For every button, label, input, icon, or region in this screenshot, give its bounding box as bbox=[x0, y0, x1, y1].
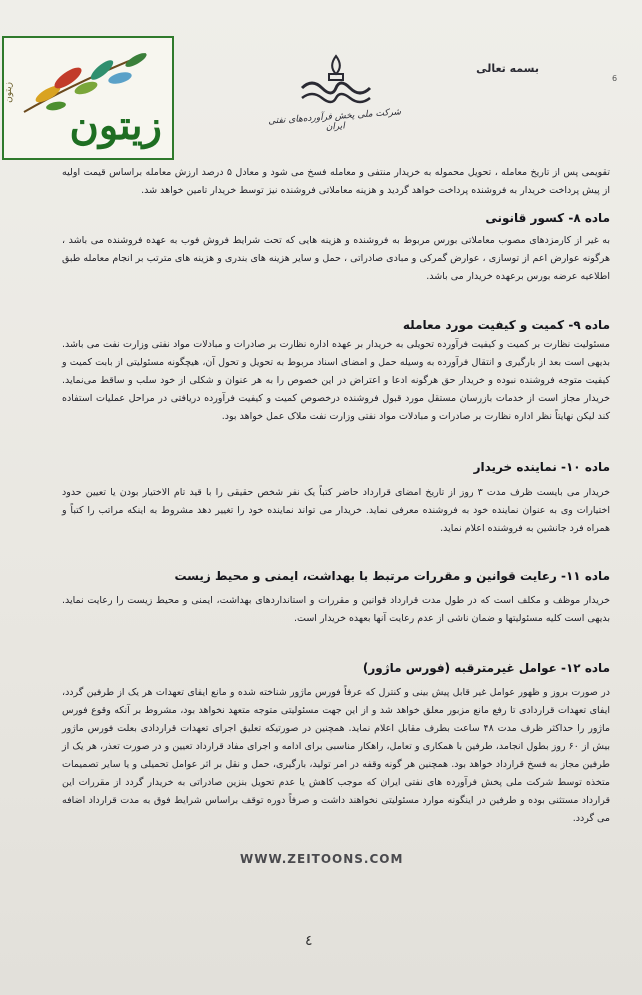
logo-wordmark: زیتون bbox=[69, 102, 162, 149]
zeitoons-logo bbox=[2, 36, 174, 160]
section-10-heading: ماده ۱۰- نماینده خریدار bbox=[473, 460, 610, 474]
basmala-heading: بسمه تعالی bbox=[476, 62, 539, 75]
section-8-body: به غیر از کارمزدهای مصوب معاملاتی بورس مربوط به فروشنده و هزینه هایی که تحت شرایط فروش فوب به عهده فروشنده می باشد ، هرگونه عوارض اعم از توسازی ، عوارض گمرکی و مبادی صادراتی ، حمل و سایر هزینه های بندری و هزینه های مترتب بر انجام معامله طبق اطلاعیه عرضه بورس برعهده خریدار می باشد. bbox=[62, 235, 610, 282]
section-8-heading: ماده ۸- کسور قانونی bbox=[485, 211, 610, 225]
company-name: شرکت ملی پخش فرآورده‌های نفتی ایران bbox=[267, 107, 402, 133]
corner-mark: 6 bbox=[612, 74, 618, 83]
section-9-heading: ماده ۹- کمیت و کیفیت مورد معامله bbox=[402, 318, 610, 332]
section-10-body: خریدار می بایست ظرف مدت ۳ روز از تاریخ امضای قرارداد حاضر کتباً یک نفر شخص حقیقی را با قید تام الاختیار بودن یا تعیین حدود اختیارات وی به عنوان نماینده خود به فروشنده معرفی نماید. خریدار می تواند نماینده خود را تغییر دهد مشروط به اینکه مراتب را کتباً و همراه فرد جانشین به فروشنده اعلام نماید. bbox=[62, 487, 610, 534]
section-11-heading: ماده ۱۱- رعایت قوانین و مقررات مرتبط با بهداشت، ایمنی و محیط زیست bbox=[174, 569, 610, 583]
section-12-body: در صورت بروز و ظهور عوامل غیر قابل پیش بینی و کنترل که عرفاً فورس ماژور شناخته شده و مانع ایفای تعهدات هر یک از طرفین گردد، ایفای تعهدات قراردادی تا رفع مانع مزبور معلق خواهد شد و از این جهت مسئولیتی متوجه متعهد نخواهد بود، مشروط بر آنکه وقوع فورس ماژور را حداکثر ظرف مدت ۴۸ ساعت بطرف مقابل اعلام نماید. همچنین در صورتیکه تعلیق اجرای تعهدات قراردادی بعلت فورس ماژور بیش از ۶۰ روز بطول انجامد، طرفین با همکاری و تعامل، راهکار مناسبی برای ادامه و اجرای مفاد قرارداد تعیین و در صورت تعذر، هر یک از طرفین مجاز به فسخ قرارداد خواهد بود. همچنین هر گونه وقفه در امر تولید، بارگیری، حمل و نقل بر اثر عوامل تحمیلی و یا سایر تصمیمات متخذه توسط شرکت ملی پخش فرآورده های نفتی ایران که موجب کاهش یا عدم تحویل بنزین صادراتی به خریدار گردد از مقررات این قرارداد مستثنی بوده و طرفین در اینگونه موارد مسئولیتی نخواهند داشت و صرفاً دوره توقف براساس شرایط فوق به مدت قرارداد اضافه می گردد. bbox=[62, 687, 611, 824]
nioc-emblem-icon bbox=[296, 54, 376, 106]
section-9-body: مسئولیت نظارت بر کمیت و کیفیت فرآورده تحویلی به خریدار بر عهده اداره نظارت بر صادرات و مبادلات مواد نفتی وزارت نفت می باشد. بدیهی است بعد از بارگیری و انتقال فرآورده به وسیله حمل و امضای اسناد مربوط به تحویل و تحول آن، هیچگونه مسئولیتی از بابت کمیت و کیفیت متوجه فروشنده نبوده و خریدار حق هرگونه ادعا و اعتراض در این خصوص را به هر عنوان و شکلی از خود سلب و ساقط می‌نماید. خریدار مجاز است از خدمات بازرسان مستقل مورد قبول فروشنده درخصوص کمیت و کیفیت فرآورده دریافتی در مراحل عملیات استفاده کند لیکن نهایتاً نظر اداره نظارت بر صادرات و مبادلات مواد نفتی وزارت نفت ملاک عمل خواهد بود. bbox=[62, 339, 610, 422]
page-number: ٤ bbox=[305, 933, 313, 949]
watermark: WWW.ZEITOONS.COM bbox=[240, 852, 404, 866]
section-12-heading: ماده ۱۲- عوامل غیرمترقبه (فورس ماژور) bbox=[362, 661, 610, 675]
intro-paragraph: تقویمی پس از تاریخ معامله ، تحویل محموله به خریدار منتفی و معامله فسخ می شود و معادل ۵ درصد ارزش معامله براساس قیمت اولیه از پیش پرداخت خریدار به فروشنده پرداخت خواهد گردید و هزینه معاملاتی فروشنده نیز توسط خریدار تامین خواهد شد. bbox=[62, 167, 610, 196]
logo-small-text: زیتون bbox=[4, 82, 14, 103]
section-11-body: خریدار موظف و مکلف است که در طول مدت قرارداد قوانین و مقررات و استانداردهای بهداشت، ایمنی و محیط زیست را رعایت نماید. بدیهی است کلیه مسئولیتها و ضمان ناشی از عدم رعایت آنها بعهده خریدار است. bbox=[62, 595, 610, 624]
